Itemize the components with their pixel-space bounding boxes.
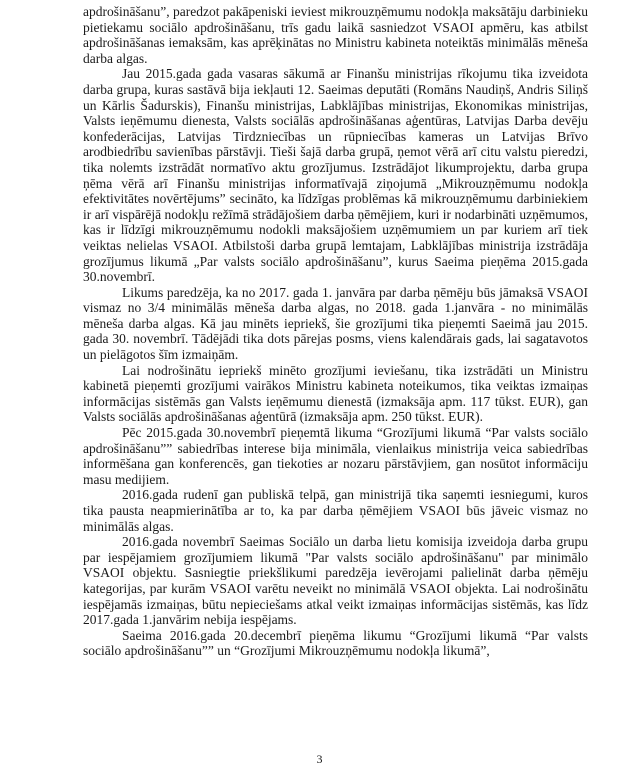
paragraph-working-group: Jau 2015.gada gada vasaras sākumā ar Finanšu ministrijas rīkojumu tika izveidota darba grupa, kuras sastāvā bija iekļauti 12. Saeimas deputāti (Romāns Naudiņš, Andris Siliņš un Kārlis Šadurskis), Finanšu ministrijas, Labklājības ministrijas, Ekonomikas ministrijas, Valsts ieņēmumu dienesta, Valsts sociālās apdrošināšanas aģentūras, Latvijas Darba devēju konfederācijas, Latvijas Tirdzniecības un rūpniecības kameras un Latvijas Brīvo arodbiedrību savienības pārstāvji. Tieši šajā darba grupā, ņemot vērā arī citu valstu pieredzi, tika nolemts izstrādāt normatīvo aktu grozījumus. Izstrādājot likumprojektu, darba grupa ņēma vērā arī Finanšu ministrijas informatīvajā ziņojumā „Mikrouzņēmumu nodokļa efektivitātes novērtējums” secināto, ka līdzīgas problēmas kā mikrouzņēmumu darbiniekiem ir arī vispārējā nodokļu režīmā strādājošiem darba ņēmējiem, kuri ir nodarbināti uzņēmumos, kas ir līdzīgi mikrouzņēmumu nodokli maksājošiem uzņēmumiem un par kuriem arī tiek veiktas nelielas VSAOI. Atbilstoši darba grupā lemtajam, Labklājības ministrija izstrādāja grozījumus likumā „Par valsts sociālo apdrošināšanu”, kurus Saeima pieņēma 2015.gada 30.novembrī.	[83, 66, 588, 285]
body-text	[83, 4, 588, 659]
paragraph-continuation: apdrošināšanu”, paredzot pakāpeniski ieviest mikrouzņēmumu nodokļa maksātāju darbinieku pietiekamu sociālo apdrošināšanu, trīs gadu laikā sasniedzot VSAOI apmēru, kas atbilst apdrošināšanas iemaksām, kas aprēķinātas no Ministru kabineta noteiktās minimālās mēneša darba algas.	[83, 4, 588, 66]
paragraph-public-interest: Pēc 2015.gada 30.novembrī pieņemtā likuma “Grozījumi likumā “Par valsts sociālo apdrošināšanu”” sabiedrības interese bija minimāla, vienlaikus ministrija veica sabiedrības informēšana gan konferencēs, gan tiekoties ar nozaru pārstāvjiem, gan nosūtot informāciju masu medijiem.	[83, 425, 588, 487]
paragraph-november-2016: 2016.gada novembrī Saeimas Sociālo un darba lietu komisija izveidoja darba grupu par iespējamiem grozījumiem likumā "Par valsts sociālo apdrošināšanu" par minimālo VSAOI objektu. Sasniegtie priekšlikumi paredzēja ievērojami palielināt darba ņēmēju kategorijas, par kurām VSAOI varētu neveikt no minimālā VSAOI objekta. Lai nodrošinātu iespējamās izmaiņas, būtu nepieciešams atkal veikt izmaiņas informācijas sistēmās, kas līdz 2017.gada 1.janvārim nebija iespējams.	[83, 534, 588, 628]
paragraph-implementation: Lai nodrošinātu iepriekš minēto grozījumi ieviešanu, tika izstrādāti un Ministru kabinetā pieņemti grozījumi vairākos Ministru kabineta noteikumos, tika veiktas izmaiņas informācijas sistēmās gan Valsts ieņēmumu dienestā (izmaksāja apm. 117 tūkst. EUR), gan Valsts sociālās apdrošināšanas aģentūrā (izmaksāja apm. 250 tūkst. EUR).	[83, 362, 588, 425]
paragraph-december-2016: Saeima 2016.gada 20.decembrī pieņēma likumu “Grozījumi likumā “Par valsts sociālo apdrošināšanu”” un “Grozījumi Mikrouzņēmumu nodokļa likumā”,	[83, 627, 588, 659]
paragraph-autumn-2016: 2016.gada rudenī gan publiskā telpā, gan ministrijā tika saņemti iesniegumi, kuros tika pausta neapmierinātība ar to, ka par darba ņēmējiem VSAOI būs jāveic vismaz no minimālās algas.	[83, 487, 588, 534]
paragraph-law-provisions: Likums paredzēja, ka no 2017. gada 1. janvāra par darba ņēmēju būs jāmaksā VSAOI vismaz no 3/4 minimālās mēneša darba algas, no 2018. gada 1.janvāra - no minimālās mēneša darba algas. Kā jau minēts iepriekš, šie grozījumi tika pieņemti Saeimā jau 2015. gada 30. novembrī. Tādējādi tika dots pārejas posms, viens kalendārais gads, lai sagatavotos un pielāgotos šīm izmaiņām.	[83, 284, 588, 363]
page-number: 3	[316, 752, 323, 766]
